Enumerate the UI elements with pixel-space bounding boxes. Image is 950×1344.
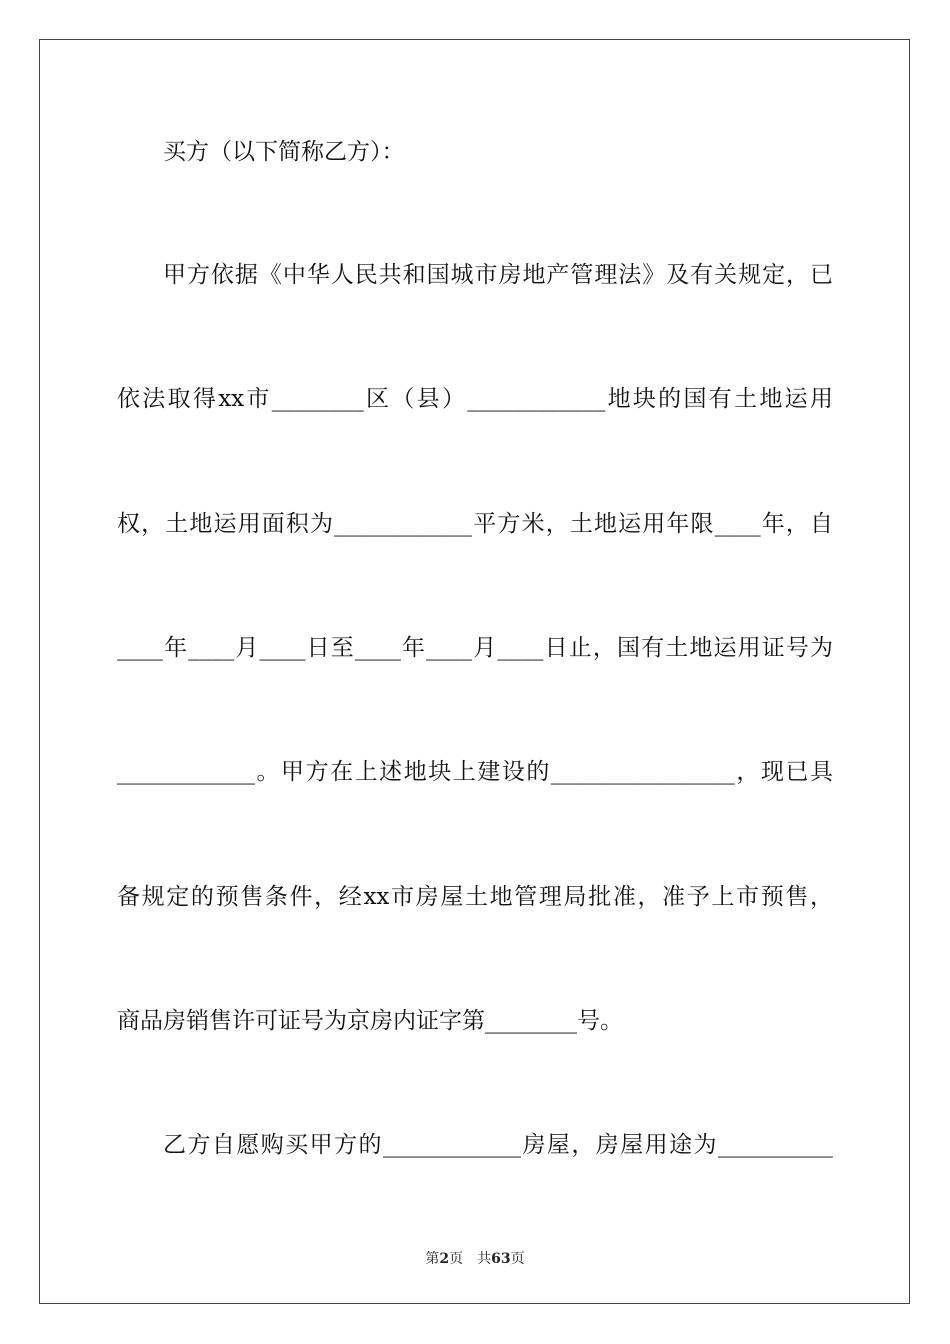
text-line-1: 买方（以下简称乙方）：: [163, 139, 405, 165]
text-line-8: 商品房销售许可证号为京房内证字第________号。: [117, 1008, 623, 1034]
text-line-4: 权，土地运用面积为____________平方米，土地运用年限____年，自: [117, 511, 833, 537]
text-line-6: ____________。甲方在上述地块上建设的________________，现已具: [117, 759, 833, 785]
current-page-number: 2: [439, 1251, 450, 1267]
footer-prefix: 第: [425, 1251, 440, 1267]
footer-page-suffix: 页 共: [449, 1251, 492, 1267]
text-line-7: 备规定的预售条件，经xx市房屋土地管理局批准，准予上市预售，: [117, 884, 833, 910]
text-line-9: 乙方自愿购买甲方的____________房屋，房屋用途为__________: [163, 1132, 833, 1158]
total-pages-number: 63: [491, 1251, 511, 1267]
page-frame: [39, 39, 910, 1304]
text-line-3: 依法取得xx市________区（县）____________地块的国有土地运用: [117, 386, 833, 412]
footer-total-suffix: 页: [510, 1251, 525, 1267]
page-footer: [0, 1248, 950, 1268]
text-line-2: 甲方依据《中华人民共和国城市房地产管理法》及有关规定，已: [163, 262, 833, 288]
text-line-5: ____年____月____日至____年____月____日止，国有土地运用证号为: [117, 635, 833, 661]
